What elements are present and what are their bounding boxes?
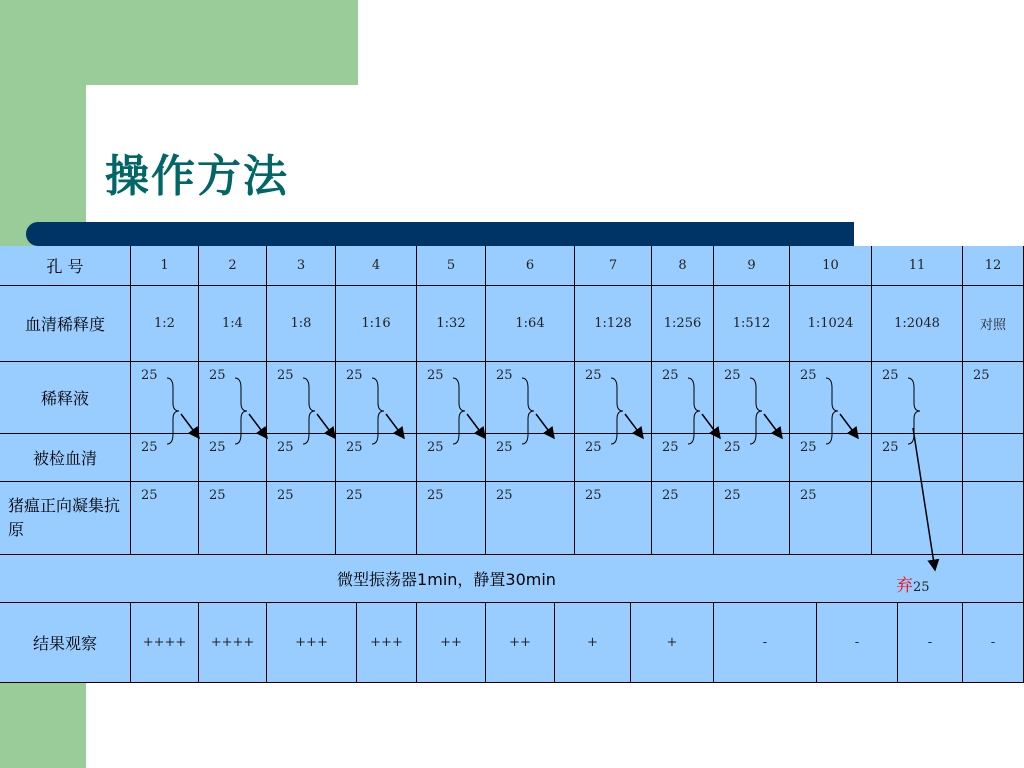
antigen-cell: 25 [486,482,575,555]
diluent-cell: 25 [963,362,1024,434]
hole-number-cell: 6 [486,246,575,286]
hole-number-cell: 3 [267,246,336,286]
dilution-cell: 1:512 [714,286,790,362]
row-shake [0,555,1024,603]
hole-number-cell: 7 [575,246,652,286]
diluent-cell: 25 [486,362,575,434]
hole-number-cell: 2 [199,246,267,286]
antigen-cell: 25 [790,482,872,555]
serum-cell: 25 [417,434,486,482]
antigen-cell: 25 [199,482,267,555]
diluent-cell: 25 [336,362,417,434]
result-cell: + [631,603,714,683]
shake-text: 微型振荡器1min，静置30min [337,570,556,589]
serum-cell: 25 [199,434,267,482]
serum-cell: 25 [652,434,714,482]
result-cell: - [898,603,963,683]
procedure-table [0,246,1024,683]
result-cell: ++++ [131,603,199,683]
page-title: 操作方法 [105,151,289,202]
antigen-cell: 25 [131,482,199,555]
diluent-cell: 25 [872,362,963,434]
dilution-cell: 1:64 [486,286,575,362]
hole-number-cell: 4 [336,246,417,286]
dilution-cell: 1:128 [575,286,652,362]
decorative-green-top [0,0,358,85]
result-cell: - [817,603,898,683]
diluent-cell: 25 [652,362,714,434]
title-underline-bar [26,222,854,246]
serum-cell-empty [963,434,1024,482]
row-label-diluent: 稀释液 [0,362,131,434]
row-label-hole: 孔 号 [0,246,131,286]
result-cell: - [714,603,817,683]
diluent-cell: 25 [267,362,336,434]
dilution-cell: 1:256 [652,286,714,362]
diluent-cell: 25 [199,362,267,434]
hole-number-cell: 11 [872,246,963,286]
serum-cell: 25 [131,434,199,482]
hole-number-cell: 9 [714,246,790,286]
hole-number-cell: 10 [790,246,872,286]
row-label-serum: 被检血清 [0,434,131,482]
diluent-cell: 25 [790,362,872,434]
dilution-cell: 1:1024 [790,286,872,362]
antigen-cell-empty [872,482,963,555]
antigen-cell: 25 [267,482,336,555]
result-cell: + [555,603,631,683]
serum-cell: 25 [267,434,336,482]
antigen-cell: 25 [336,482,417,555]
antigen-cell: 25 [652,482,714,555]
result-cell: - [963,603,1024,683]
row-label-result: 结果观察 [0,603,131,683]
result-cell: +++ [357,603,417,683]
hole-number-cell: 8 [652,246,714,286]
antigen-cell: 25 [575,482,652,555]
serum-cell: 25 [872,434,963,482]
dilution-cell: 1:32 [417,286,486,362]
serum-cell: 25 [486,434,575,482]
dilution-cell: 1:4 [199,286,267,362]
hole-number-cell: 12 [963,246,1024,286]
dilution-cell: 对照 [963,286,1024,362]
hole-number-cell: 1 [131,246,199,286]
serum-cell: 25 [790,434,872,482]
discard-value: 25 [913,580,930,595]
result-cell: +++ [267,603,357,683]
result-cell: ++++ [199,603,267,683]
antigen-cell-empty [963,482,1024,555]
diluent-cell: 25 [131,362,199,434]
dilution-cell: 1:2048 [872,286,963,362]
dilution-cell: 1:16 [336,286,417,362]
serum-cell: 25 [714,434,790,482]
diluent-cell: 25 [714,362,790,434]
result-cell: ++ [417,603,486,683]
serum-cell: 25 [575,434,652,482]
discard-label: 弃 [896,576,913,596]
dilution-cell: 1:2 [131,286,199,362]
antigen-cell: 25 [417,482,486,555]
row-label-dilution: 血清稀释度 [0,286,131,362]
diluent-cell: 25 [417,362,486,434]
diluent-cell: 25 [575,362,652,434]
result-cell: ++ [486,603,555,683]
hole-number-cell: 5 [417,246,486,286]
dilution-cell: 1:8 [267,286,336,362]
serum-cell: 25 [336,434,417,482]
row-label-antigen: 猪瘟正向凝集抗原 [0,482,131,555]
discard-note [896,571,930,596]
antigen-cell: 25 [714,482,790,555]
